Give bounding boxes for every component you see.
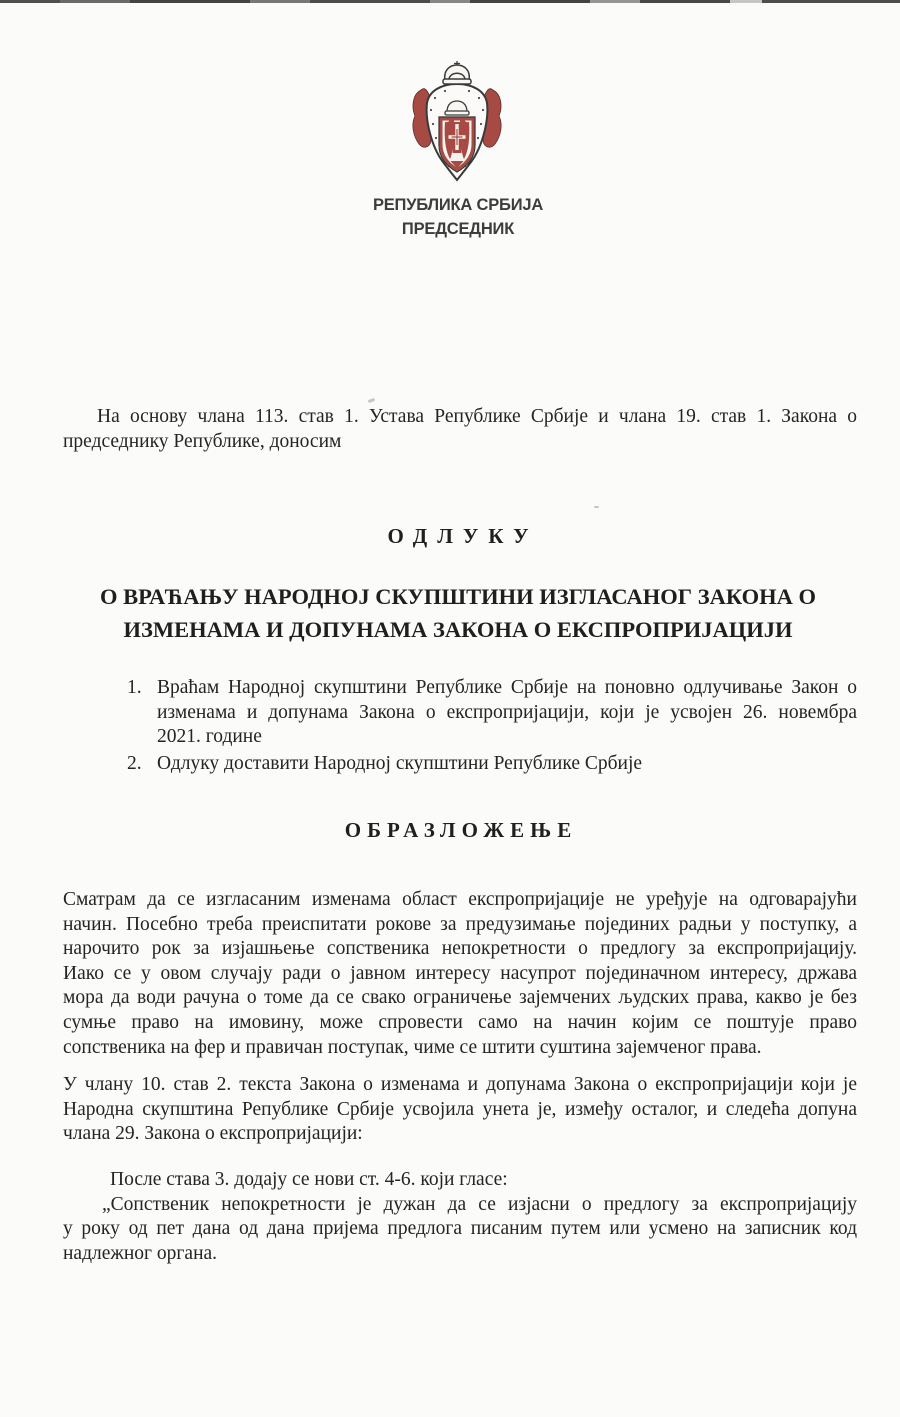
list-item-2 xyxy=(127,752,857,777)
text-line: У члану 10. став 2. текста Закона о изменама и допунама Закона о експропријацији који је xyxy=(63,1074,857,1095)
text-line: Народна скупштина Републике Србије усвојила унета је, између осталог, и следећа допуна xyxy=(63,1098,857,1120)
explanation-paragraph-4-quote xyxy=(63,1193,857,1267)
list-item-1 xyxy=(127,676,857,750)
text-line: начин. Посебно треба преиспитати рокове за предузимање појединих радњи у поступку, а xyxy=(63,913,857,935)
scan-artifact-top-edge xyxy=(0,0,900,3)
serbia-coat-of-arms-icon xyxy=(405,58,509,188)
text-line: председнику Републике, доносим xyxy=(63,430,342,452)
text-line: члана 29. Закона о експропријацији: xyxy=(63,1123,363,1145)
list-item-text xyxy=(157,676,857,750)
decision-heading: ОДЛУКУ xyxy=(387,524,539,548)
text-line: ИЗМЕНАМА И ДОПУНАМА ЗАКОНА О ЕКСПРОПРИЈАЦИЈИ xyxy=(123,617,793,642)
text-line: нарочито рок за изјашњење сопственика непокретности о предлогу за експропријацију. xyxy=(63,938,857,960)
text-line: После става 3. додају се нови ст. 4-6. који гласе: xyxy=(110,1169,508,1190)
org-name-republic-serbia: РЕПУБЛИКА СРБИЈА xyxy=(372,196,544,214)
text-line: изменама и допунама Закона о експропријацији, који је усвојен 26. новембра xyxy=(157,701,857,723)
explanation-heading: ОБРАЗЛОЖЕЊЕ xyxy=(344,818,578,842)
text-line: мора да води рачуна о томе да се свако ограничење зајемчених људских права, какво је без xyxy=(63,987,857,1009)
text-line: Сматрам да се изгласаним изменама област експропријације не уређује на одговарајући xyxy=(63,889,857,910)
text-line: Одлуку доставити Народној скупштини Републике Србије xyxy=(157,752,643,774)
scan-speck xyxy=(594,506,599,508)
intro-paragraph xyxy=(63,405,857,454)
decision-title xyxy=(8,580,900,646)
text-line: 2021. године xyxy=(157,726,262,748)
explanation-paragraph-1 xyxy=(63,888,857,1060)
explanation-paragraph-2 xyxy=(63,1073,857,1147)
text-line: сопственика на фер и правичан поступак, чиме се штити суштина зајемченог права. xyxy=(63,1036,762,1058)
text-line: О ВРАЋАЊУ НАРОДНОЈ СКУПШТИНИ ИЗГЛАСАНОГ ЗАКОНА О xyxy=(99,584,816,609)
text-line: у року од пет дана од дана пријема предлога писаним путем или усмено на записник код xyxy=(63,1218,857,1240)
org-name-president: ПРЕДСЕДНИК xyxy=(401,220,515,238)
text-line: сумње право на имовину, може спровести само на начин којим се поштује право xyxy=(63,1011,857,1033)
list-item-number: 1. xyxy=(127,677,142,698)
text-line: На основу члана 113. став 1. Устава Републике Србије и члана 19. став 1. Закона о xyxy=(97,406,857,427)
text-line: Враћам Народној скупштини Републике Србије на поновно одлучивање Закон о xyxy=(157,677,857,698)
decision-items-list xyxy=(127,676,857,776)
list-item-number: 2. xyxy=(127,752,142,774)
text-line: надлежног органа. xyxy=(63,1242,218,1264)
list-item-text xyxy=(157,752,857,777)
text-line: „Сопственик непокретности је дужан да се изјасни о предлогу за експропријацију xyxy=(102,1193,857,1215)
explanation-paragraph-3 xyxy=(63,1168,857,1193)
scan-speck xyxy=(368,398,376,403)
coat-of-arms-svg xyxy=(405,58,509,188)
text-line: Иако се у овом случају ради о јавном интересу насупрот појединачном интересу, држава xyxy=(63,962,857,984)
